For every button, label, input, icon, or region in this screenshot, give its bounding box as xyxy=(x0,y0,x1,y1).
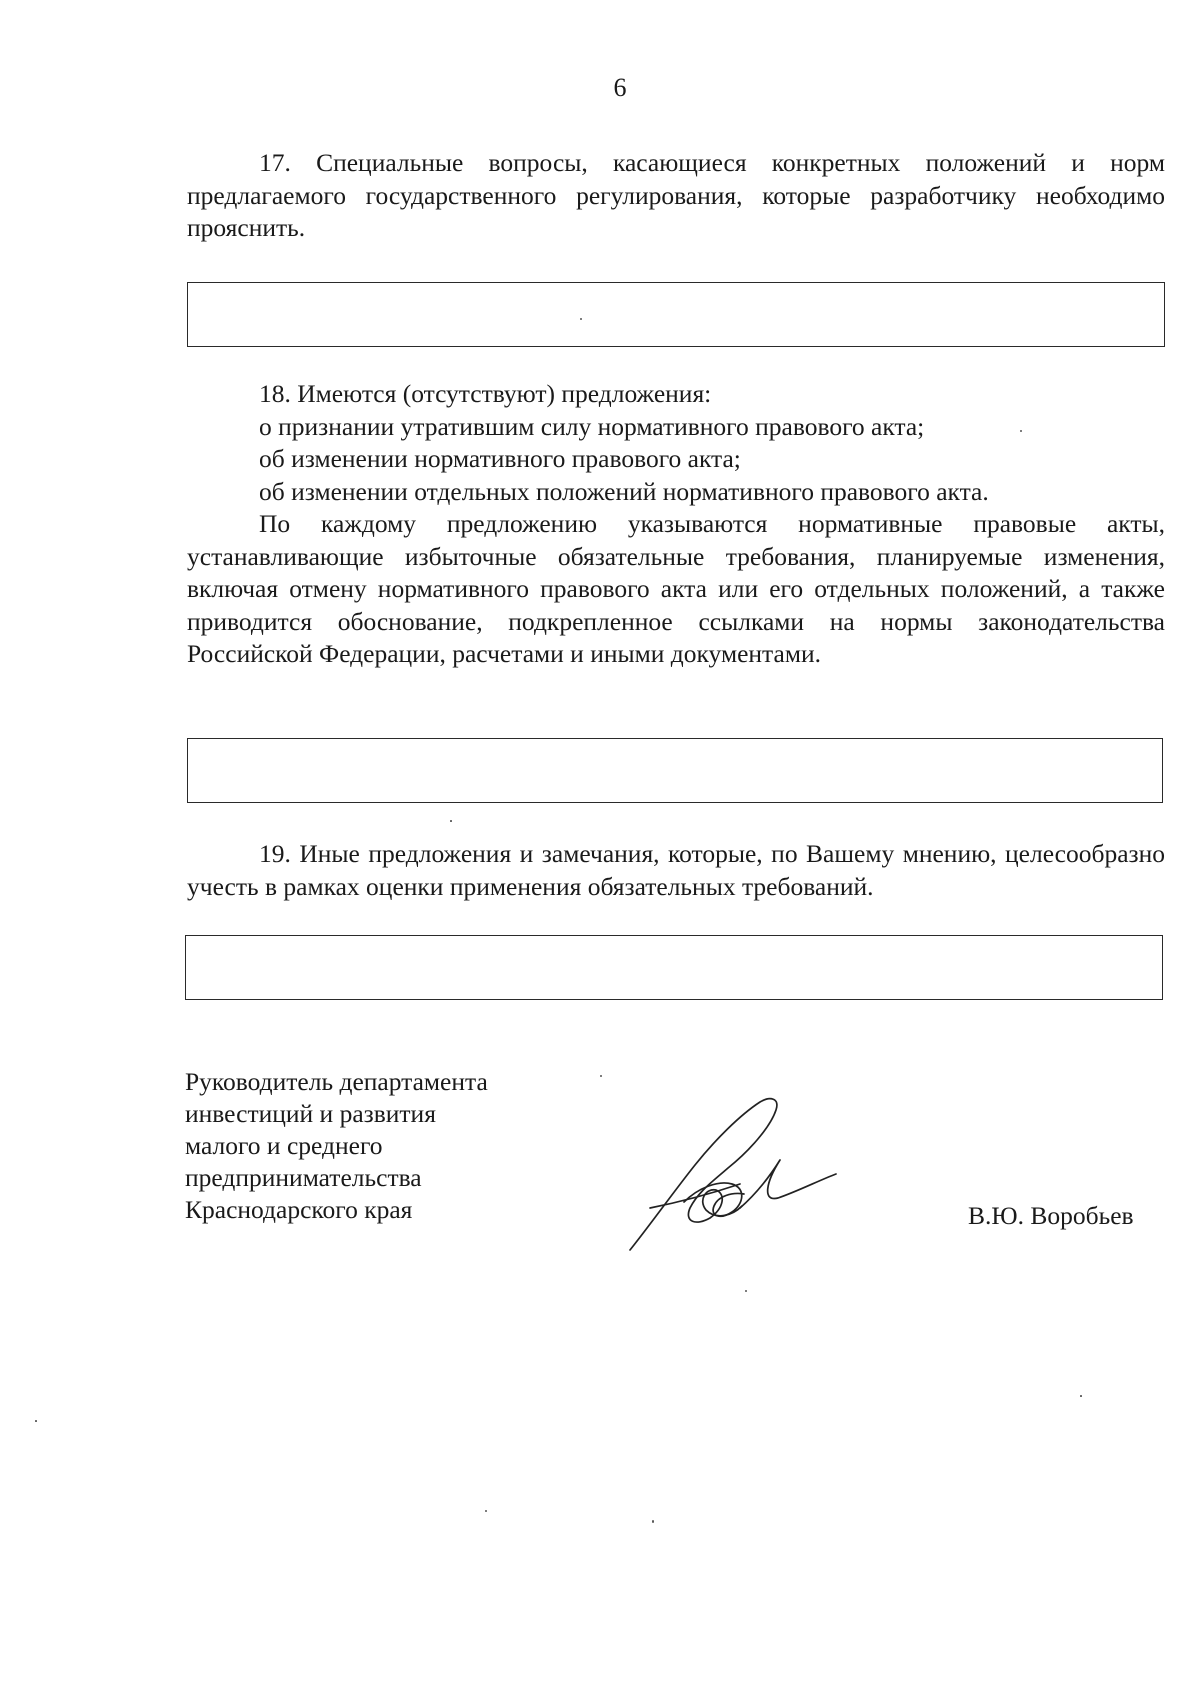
scan-speck xyxy=(580,318,582,320)
scan-speck xyxy=(745,1290,747,1292)
signer-position-line: предпринимательства xyxy=(185,1163,422,1192)
section-17-text: 17. Специальные вопросы, касающиеся конкретных положений и норм предлагаемого государственного регулирования, которые разработчику необходимо прояснить. xyxy=(187,148,1165,242)
section-17 xyxy=(187,147,1165,245)
section-18-line: о признании утратившим силу нормативного правового акта; xyxy=(259,411,925,441)
section-18-line: об изменении отдельных положений нормативного правового акта. xyxy=(259,476,989,506)
scan-speck xyxy=(1080,1395,1082,1397)
section-19-answer-box[interactable] xyxy=(185,935,1163,1000)
signer-name: В.Ю. Воробьев xyxy=(968,1201,1134,1230)
handwritten-signature xyxy=(620,1090,850,1265)
scan-speck xyxy=(1020,430,1022,432)
signer-position-line: Краснодарского края xyxy=(185,1195,413,1224)
signer-position xyxy=(185,1066,488,1226)
section-19-text: 19. Иные предложения и замечания, которые, по Вашему мнению, целесообразно учесть в рамках оценки применения обязательных требований. xyxy=(187,839,1165,901)
section-19 xyxy=(187,838,1165,903)
scan-speck xyxy=(450,820,452,822)
page-number: 6 xyxy=(613,73,627,102)
scan-speck xyxy=(600,1075,602,1077)
section-17-answer-box[interactable] xyxy=(187,282,1165,347)
signer-position-line: малого и среднего xyxy=(185,1131,383,1160)
section-18-line: об изменении нормативного правового акта; xyxy=(259,444,741,473)
scan-speck xyxy=(652,1520,654,1523)
section-18-paragraph: По каждому предложению указываются нормативные правовые акты, устанавливающие избыточные обязательные требования, планируемые изменения, включая отмену нормативного правового акта или его отдельных положений, а также приводится обоснование, подкрепленное ссылками на нормы законодательства Российской Федерации, расчетами и иными документами. xyxy=(187,509,1165,668)
scan-speck xyxy=(35,1420,37,1422)
signer-position-line: инвестиций и развития xyxy=(185,1099,436,1128)
scan-speck xyxy=(485,1510,487,1512)
section-18-answer-box[interactable] xyxy=(187,738,1163,803)
signer-position-line: Руководитель департамента xyxy=(185,1067,488,1096)
section-18 xyxy=(187,378,1165,671)
section-18-line: 18. Имеются (отсутствуют) предложения: xyxy=(259,379,712,408)
